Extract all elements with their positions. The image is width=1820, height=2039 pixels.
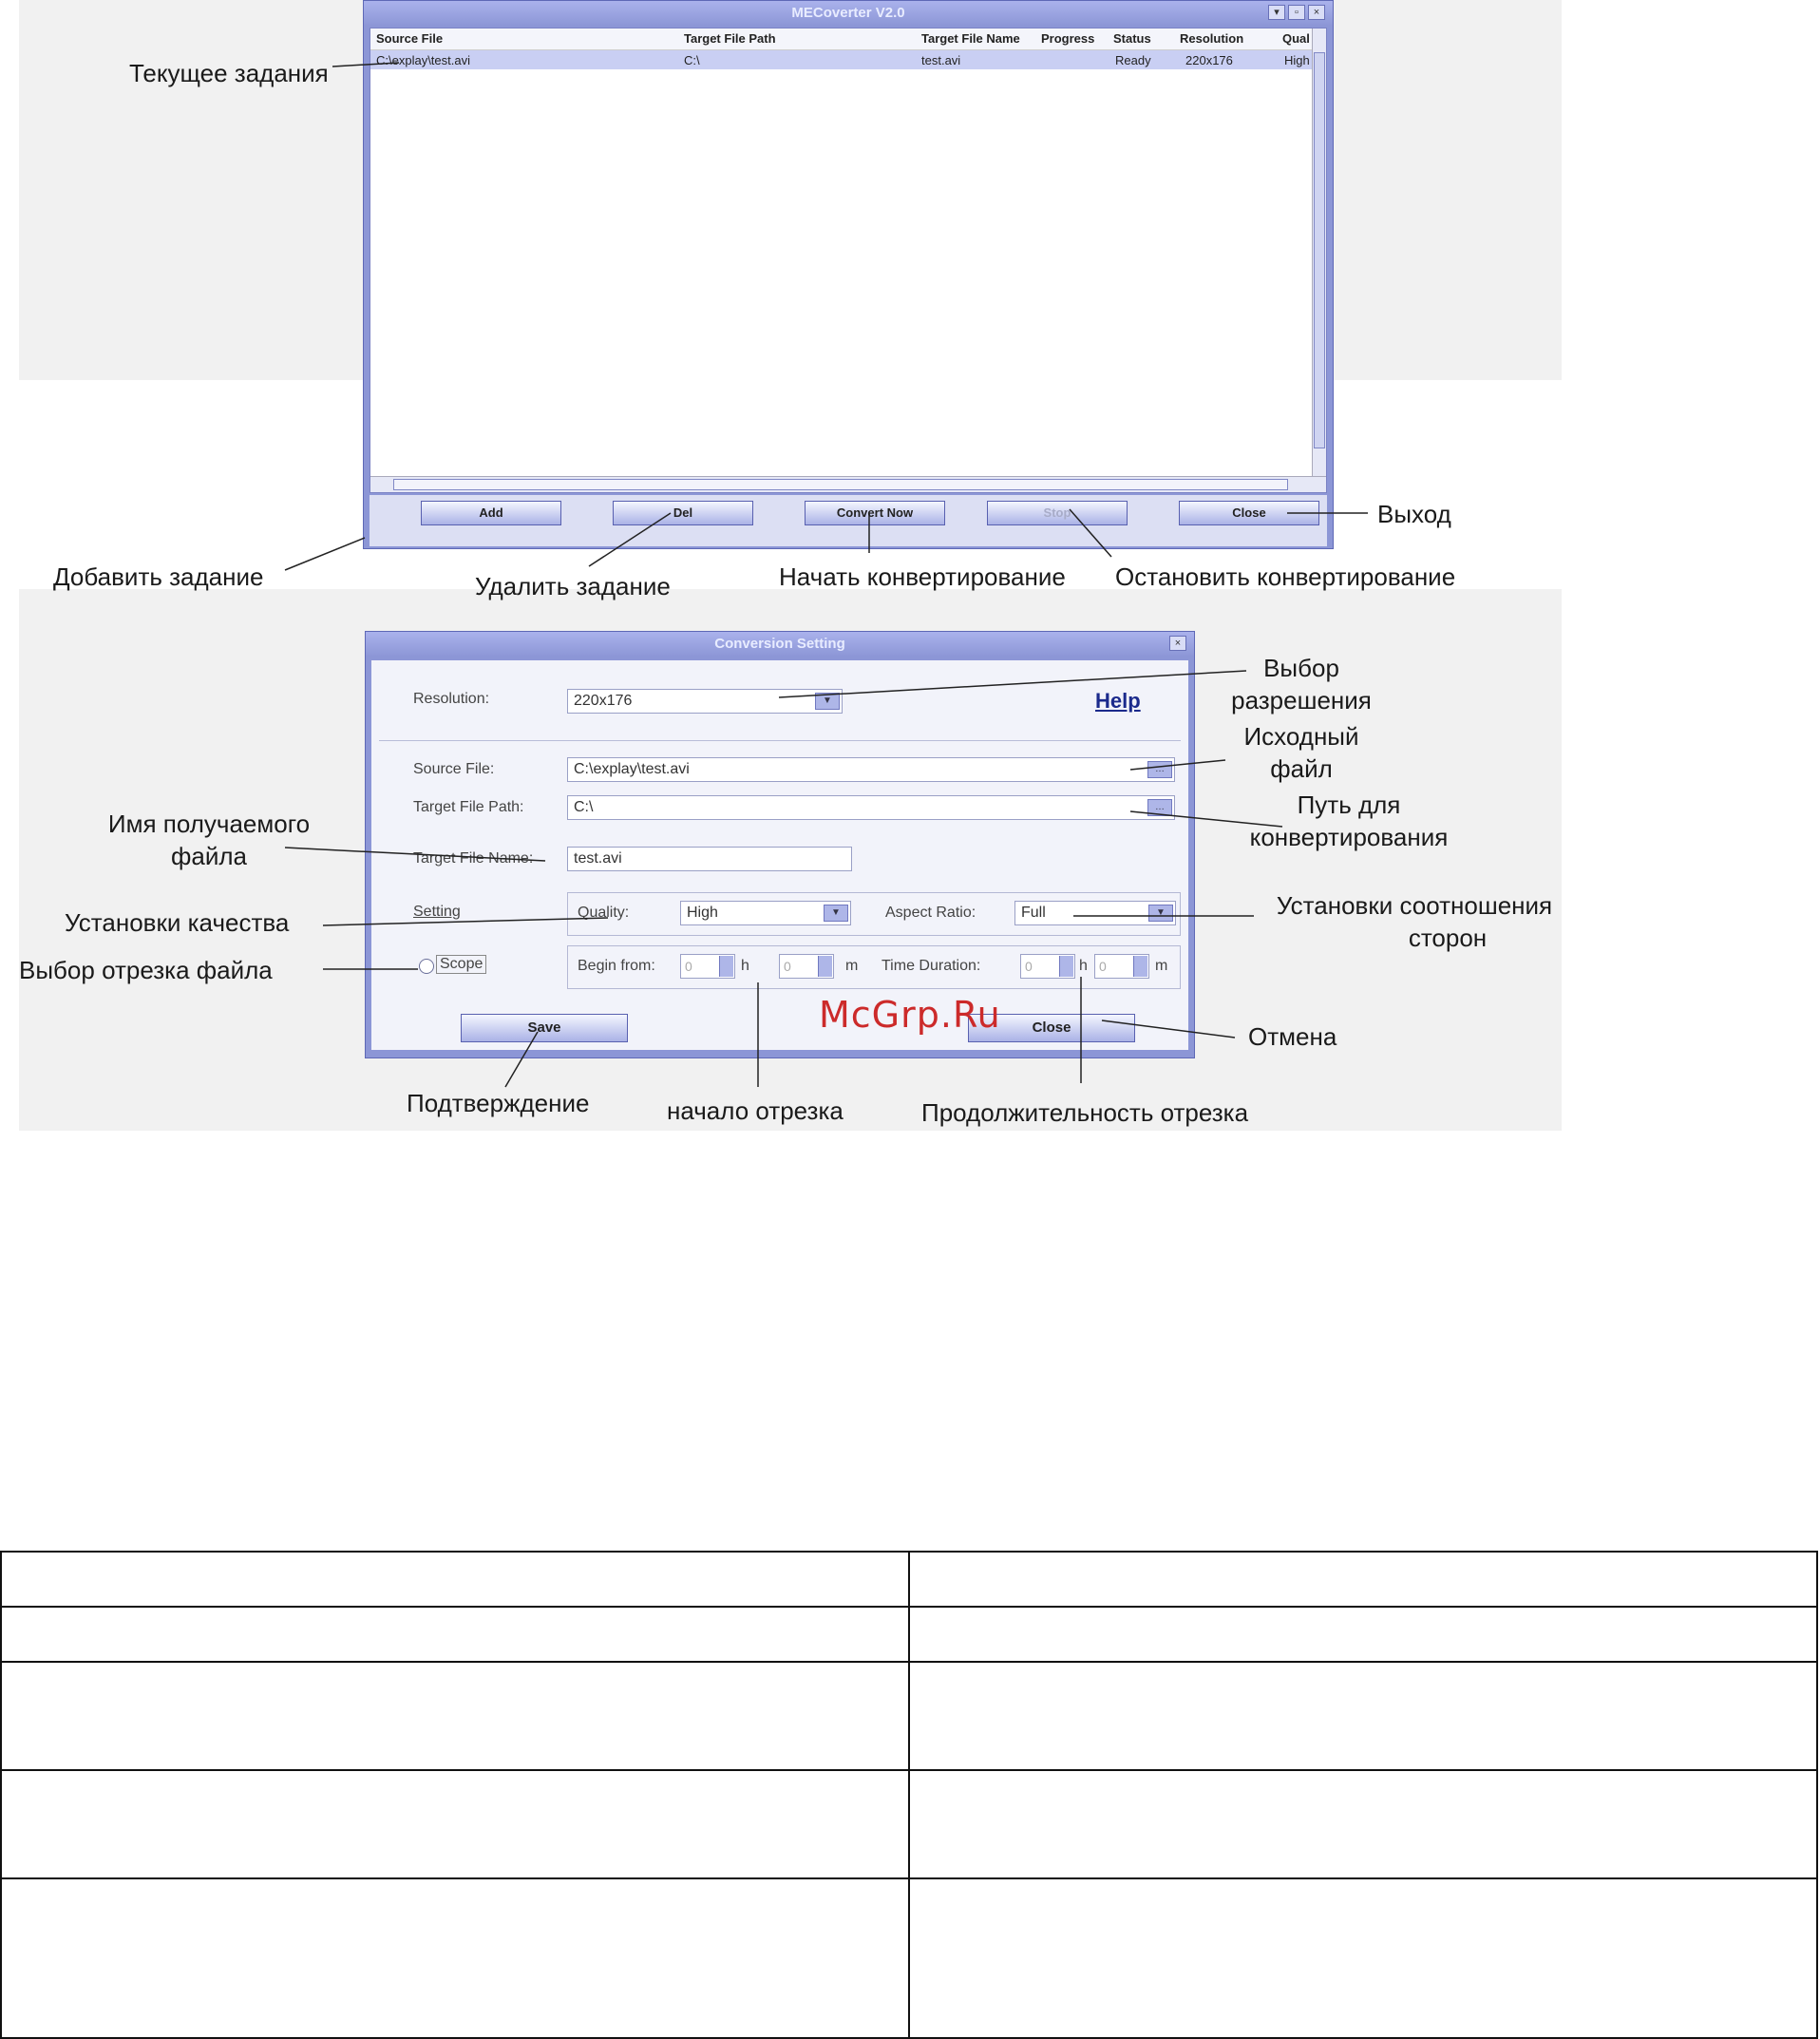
annotation-cancel: Отмена xyxy=(1248,1022,1337,1051)
annotation-line: разрешения xyxy=(1231,686,1372,715)
column-target-path[interactable]: Target File Path xyxy=(684,31,776,46)
table-row xyxy=(2,1661,1816,1769)
table-cell xyxy=(910,1608,1816,1661)
window-title: MECoverter V2.0 xyxy=(364,1,1333,26)
dialog-close-button[interactable]: Close xyxy=(968,1014,1135,1042)
annotation-current-task: Текущее задания xyxy=(129,59,329,87)
del-button[interactable]: Del xyxy=(613,501,753,525)
minutes-unit: m xyxy=(845,958,859,974)
time-duration-label: Time Duration: xyxy=(882,958,981,974)
annotation-result-name xyxy=(85,808,332,872)
quality-label: Quality: xyxy=(578,905,630,921)
column-progress[interactable]: Progress xyxy=(1041,31,1095,46)
cell-resolution: 220x176 xyxy=(1185,53,1233,67)
source-file-value: C:\explay\test.avi xyxy=(574,761,690,777)
duration-minutes-unit: m xyxy=(1155,958,1168,974)
add-button[interactable]: Add xyxy=(421,501,561,525)
table-row xyxy=(2,1606,1816,1661)
target-path-value: C:\ xyxy=(574,799,594,815)
convert-now-button[interactable]: Convert Now xyxy=(805,501,945,525)
source-file-label: Source File: xyxy=(413,761,495,777)
table-cell xyxy=(2,1879,910,2037)
save-button[interactable]: Save xyxy=(461,1014,628,1042)
table-cell xyxy=(910,1663,1816,1769)
target-path-label: Target File Path: xyxy=(413,799,524,815)
annotation-line: сторон xyxy=(1408,924,1488,952)
annotation-line: файл xyxy=(1270,754,1333,783)
annotation-fragment-duration: Продолжительность отрезка xyxy=(921,1098,1249,1127)
annotation-add-task: Добавить задание xyxy=(53,562,264,591)
annotation-line: файла xyxy=(170,842,247,870)
annotation-aspect-settings xyxy=(1258,889,1571,954)
close-window-button[interactable]: × xyxy=(1308,5,1325,20)
cell-target-path: C:\ xyxy=(684,53,700,67)
chevron-down-icon[interactable]: ▼ xyxy=(824,905,848,922)
annotation-exit: Выход xyxy=(1377,500,1451,528)
column-source-file[interactable]: Source File xyxy=(376,31,444,46)
minimize-button[interactable]: ▾ xyxy=(1268,5,1285,20)
cell-target-name: test.avi xyxy=(921,53,961,67)
dialog-title: Conversion Setting xyxy=(366,632,1194,657)
duration-minutes-value: 0 xyxy=(1099,959,1107,974)
column-target-name[interactable]: Target File Name xyxy=(921,31,1020,46)
watermark-text: McGrp.Ru xyxy=(819,994,1001,1036)
annotation-start-convert: Начать конвертирование xyxy=(779,562,1066,591)
maximize-button[interactable]: ▫ xyxy=(1288,5,1305,20)
resolution-value: 220x176 xyxy=(574,693,633,709)
help-link[interactable]: Help xyxy=(1095,689,1141,713)
column-quality[interactable]: Qual xyxy=(1282,31,1310,46)
annotation-line: Путь для xyxy=(1297,791,1401,819)
browse-icon[interactable]: … xyxy=(1147,761,1172,778)
browse-icon[interactable]: … xyxy=(1147,799,1172,816)
target-name-value: test.avi xyxy=(574,850,622,867)
table-cell xyxy=(2,1663,910,1769)
annotation-line: конвертирования xyxy=(1249,823,1449,851)
annotation-line: Выбор xyxy=(1263,654,1339,682)
begin-hours-value: 0 xyxy=(685,959,692,974)
annotation-line: Имя получаемого xyxy=(107,810,311,838)
annotation-line: Установки соотношения xyxy=(1276,891,1553,920)
table-row xyxy=(2,1877,1816,2037)
duration-hours-value: 0 xyxy=(1025,959,1033,974)
chevron-down-icon[interactable]: ▼ xyxy=(1148,905,1173,922)
begin-minutes-value: 0 xyxy=(784,959,791,974)
duration-hours-unit: h xyxy=(1079,958,1088,974)
scope-label[interactable]: Scope xyxy=(436,955,486,974)
annotation-fragment-start: начало отрезка xyxy=(667,1096,844,1125)
annotation-delete-task: Удалить задание xyxy=(475,572,671,600)
target-name-label: Target File Name: xyxy=(413,850,534,867)
annotation-confirm: Подтверждение xyxy=(407,1089,590,1117)
aspect-ratio-label: Aspect Ratio: xyxy=(885,905,976,921)
cell-source-file: C:\explay\test.avi xyxy=(376,53,470,67)
annotation-line: Исходный xyxy=(1243,722,1359,751)
setting-label: Setting xyxy=(413,904,461,920)
empty-table xyxy=(0,1551,1818,2039)
cell-quality: High xyxy=(1284,53,1310,67)
table-cell xyxy=(910,1553,1816,1606)
annotation-resolution-choice xyxy=(1225,652,1377,716)
annotation-convert-path xyxy=(1235,789,1463,853)
cell-status: Ready xyxy=(1115,53,1151,67)
chevron-down-icon[interactable]: ▼ xyxy=(815,693,840,710)
column-resolution[interactable]: Resolution xyxy=(1180,31,1244,46)
table-cell xyxy=(2,1771,910,1877)
resolution-label: Resolution: xyxy=(413,691,490,707)
aspect-ratio-value: Full xyxy=(1021,905,1046,921)
table-cell xyxy=(910,1879,1816,2037)
annotation-stop-convert: Остановить конвертирование xyxy=(1115,562,1456,591)
hours-unit: h xyxy=(741,958,749,974)
column-status[interactable]: Status xyxy=(1113,31,1151,46)
table-row xyxy=(2,1769,1816,1877)
begin-from-label: Begin from: xyxy=(578,958,655,974)
stop-button[interactable]: Stop xyxy=(987,501,1128,525)
table-cell xyxy=(910,1771,1816,1877)
close-button[interactable]: Close xyxy=(1179,501,1319,525)
quality-value: High xyxy=(687,905,718,921)
annotation-fragment-choice: Выбор отрезка файла xyxy=(19,956,273,984)
annotation-quality-settings: Установки качества xyxy=(65,908,290,937)
table-cell xyxy=(2,1553,910,1606)
annotation-source-file xyxy=(1225,720,1377,785)
dialog-close-icon[interactable]: × xyxy=(1169,636,1186,651)
table-cell xyxy=(2,1608,910,1661)
table-row xyxy=(2,1553,1816,1606)
